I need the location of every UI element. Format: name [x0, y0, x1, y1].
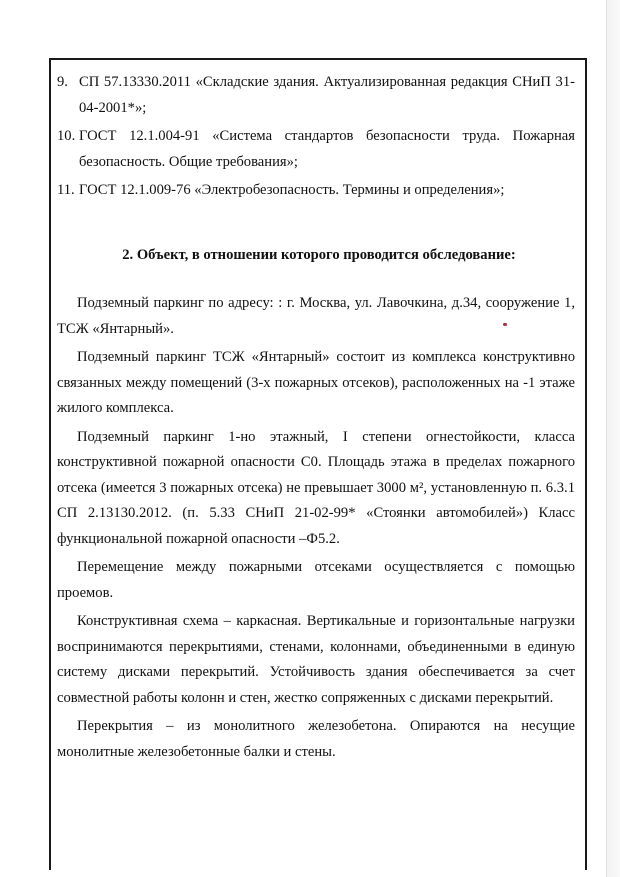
reference-text: ГОСТ 12.1.009-76 «Электробезопасность. Термины и определения»; [79, 182, 505, 198]
paragraph-movement: Перемещение между пожарными отсеками осуществляется с помощью проемов. [57, 559, 575, 601]
page-edge [606, 0, 620, 877]
paragraph-structure: Конструктивная схема – каркасная. Вертикальные и горизонтальные нагрузки воспринимаются перекрытиями, стенами, колоннами, объединенными в единую систему дисками перекрытий. Устойчивость здания обеспечивается за счет совместной работы колонн и стен, жестко сопряженных с дисками перекрытий. [57, 613, 575, 706]
reference-item [57, 178, 581, 204]
section-heading: 2. Объект, в отношении которого проводится обследование: [122, 246, 516, 263]
document-body [57, 70, 581, 768]
paragraph-floors: Перекрытия – из монолитного железобетона. Опираются на несущие монолитные железобетонные балки и стены. [57, 718, 575, 760]
reference-item [57, 70, 581, 121]
paragraph-address: Подземный паркинг по адресу: : г. Москва, ул. Лавочкина, д.34, сооружение 1, ТСЖ «Янтарный». [57, 295, 575, 337]
reference-text: СП 57.13330.2011 «Складские здания. Актуализированная редакция СНиП 31-04-2001*»; [79, 74, 575, 116]
reference-item [57, 124, 581, 175]
paragraph-composition: Подземный паркинг ТСЖ «Янтарный» состоит из комплекса конструктивно связанных между помещений (3-х пожарных отсеков), расположенных на -1 этаже жилого комплекса. [57, 349, 575, 416]
paragraph-fire-class: Подземный паркинг 1-но этажный, I степени огнестойкости, класса конструктивной пожарной опасности С0. Площадь этажа в пределах пожарного отсека (имеется 3 пожарных отсека) не превышает 3000 м², установленную п. 6.3.1 СП 2.13130.2012. (п. 5.33 СНиП 21-02-99* «Стоянки автомобилей») Класс функциональной пожарной опасности –Ф5.2. [57, 428, 575, 547]
reference-number: 11. [57, 182, 75, 198]
reference-number: 10. [57, 128, 76, 144]
ink-mark [503, 323, 507, 326]
reference-text: ГОСТ 12.1.004-91 «Система стандартов безопасности труда. Пожарная безопасность. Общие требования»; [79, 128, 575, 170]
reference-number: 9. [57, 74, 68, 90]
